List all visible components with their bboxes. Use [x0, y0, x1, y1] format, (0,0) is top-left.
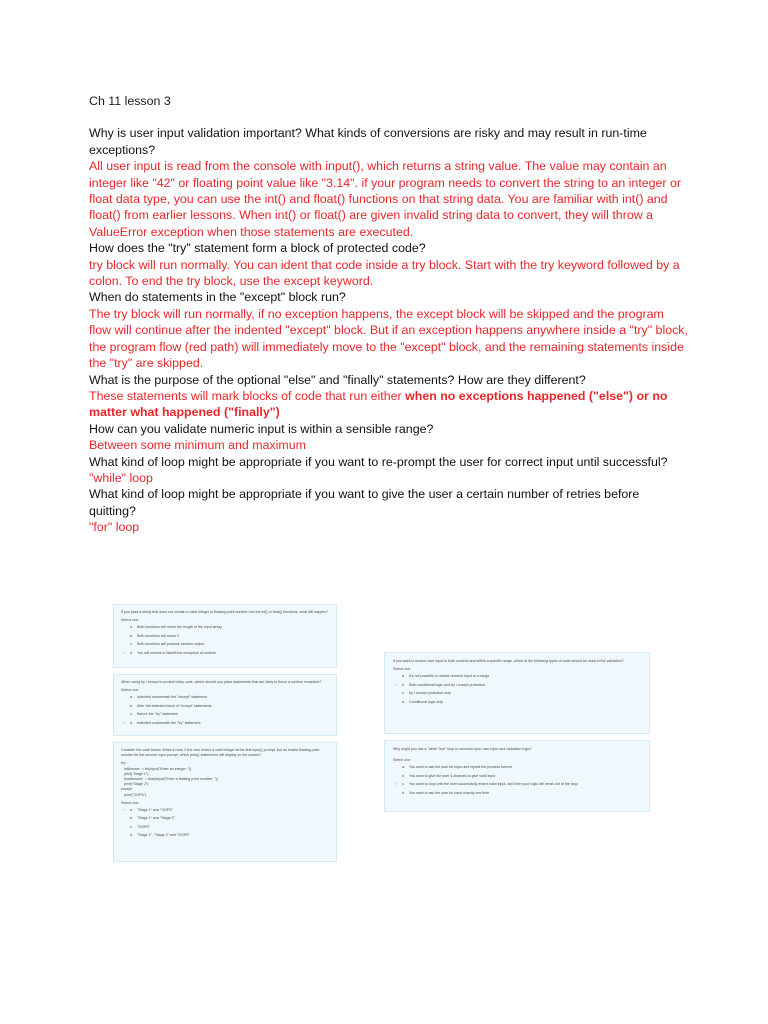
question-3: When do statements in the "except" block run? — [89, 290, 346, 305]
quiz-option[interactable]: a. Indented underneath the "except" statement — [130, 695, 208, 700]
quiz-option[interactable]: c. Before the "try" statement — [130, 712, 178, 717]
answer-5: Between some minimum and maximum — [89, 438, 306, 453]
quiz-option[interactable]: d. "Stage 1", "Stage 2" and "OOPS" — [130, 833, 190, 838]
select-one-label: Select one: — [121, 688, 139, 693]
quiz-option[interactable]: a. It's not possible to restrict numeric input to a range — [402, 674, 490, 679]
quiz-card-3 — [113, 742, 337, 862]
quiz-option[interactable]: c. "OOPS" — [130, 824, 150, 829]
document-title: Ch 11 lesson 3 — [89, 94, 171, 108]
quiz-card-4 — [384, 652, 650, 734]
code-line: print("Stage 2") — [121, 782, 149, 787]
select-one-label: Select one: — [393, 758, 411, 763]
answer-7: "for" loop — [89, 520, 140, 535]
code-line: try: — [121, 761, 126, 766]
quiz-option[interactable]: ✓ a. "Stage 1" and "OOPS" — [123, 808, 173, 813]
quiz-option[interactable]: a. Both functions will return the length of the input string — [130, 625, 222, 630]
code-line: intAnswer = int(input("Enter an integer: ")) — [121, 766, 192, 771]
question-2: How does the "try" statement form a block of protected code? — [89, 241, 426, 256]
code-line: floatAnswer = float(input("Enter a floating point number: ")) — [121, 777, 218, 782]
question-7: What kind of loop might be appropriate if you want to give the user a certain number of retries before quitting? — [89, 487, 640, 518]
quiz-option[interactable]: c. try / except protection only — [402, 691, 451, 696]
checkmark-icon: ✓ — [123, 650, 127, 655]
answer-4-text: These statements will mark blocks of code that run either — [89, 388, 406, 403]
quiz-option[interactable]: ✓ d. You will receive a ValueError exception at runtime — [123, 650, 216, 655]
select-one-label: Select one: — [121, 800, 139, 805]
quiz-option[interactable]: a. You want to ask the user for input and repeat the process forever — [402, 765, 513, 770]
code-line: except: — [121, 787, 133, 792]
quiz-question: Consider the code below. When it runs, if the user enters a valid integer at the first input() prompt, but an invalid floating point number for the second input prompt, which print() statements will display on the screen? — [121, 748, 320, 758]
quiz-card-1 — [113, 604, 337, 668]
quiz-card-2 — [113, 674, 337, 736]
answer-4 — [89, 388, 689, 421]
checkmark-icon: ✓ — [395, 682, 399, 687]
quiz-option[interactable]: b. You want to give the user 3 chances to give valid input — [402, 773, 496, 778]
checkmark-icon: ✓ — [395, 782, 399, 787]
question-4: What is the purpose of the optional "else" and "finally" statements? How are they different? — [89, 372, 586, 387]
quiz-question: If you want to ensure user input is both numeric and within a specific range, which of the following types of code should be used in the validation? — [393, 659, 624, 663]
checkmark-icon: ✓ — [123, 808, 127, 813]
answer-2: try block will run normally. You can ident that code inside a try block. Start with the try keyword followed by a colon. To end the try block, use the except keyword. — [89, 257, 680, 289]
quiz-option[interactable]: d. Conditional logic only — [402, 699, 443, 704]
quiz-option[interactable]: ✓ b. Both conditional logic and try / except protection — [395, 682, 486, 687]
quiz-card-5 — [384, 740, 650, 812]
answer-1: All user input is read from the console with input(), which returns a string value. The value may contain an integer like "42" or floating point value like "3.14". if your program needs to convert the string to an integer or float data type, you can use the int() and float() functions on that string data. You are familiar with int() and float() from earlier lessons. When int() or float() are given invalid string data to convert, they will throw a ValueError exception when those statements are executed. — [89, 159, 682, 239]
quiz-option[interactable]: b. "Stage 1" and "Stage 2" — [130, 816, 175, 821]
quiz-question: Why might you use a "while True" loop to surround your user input and validation logic? — [393, 747, 532, 751]
code-line: print("Stage 1") — [121, 771, 149, 776]
quiz-question: If you pass a string that does not contain a valid integer or floating point number into the int() or float() functions, what will happen? — [121, 610, 328, 614]
select-one-label: Select one: — [121, 618, 139, 623]
answer-6: "while" loop — [89, 470, 153, 485]
quiz-option[interactable]: d. You want to ask the user for input exactly one time — [402, 790, 490, 795]
quiz-option[interactable]: ✓ c. You want to loop until the user successfully enters valid input, and then your logic will break out of the loop — [395, 782, 578, 787]
quiz-question: When using try / except to protect tricky code, where should you place statements that are likely to throw a runtime exception? — [121, 680, 322, 684]
document-body — [89, 93, 689, 536]
question-1: Why is user input validation important? What kinds of conversions are risky and may result in run-time exceptions? — [89, 126, 647, 157]
select-one-label: Select one: — [393, 667, 411, 672]
quiz-option[interactable]: c. Both functions will produce random output — [130, 642, 204, 647]
quiz-option[interactable]: b. Both functions will return 0 — [130, 633, 180, 638]
answer-3: The try block will run normally, if no exception happens, the except block will be skipped and the program flow will continue after the indented "except" block. But if an exception happens anywhere inside a "try" block, the program flow (red path) will immediately move to the "except" block, and the remaining statements inside the "try" are skipped. — [89, 306, 688, 371]
quiz-option[interactable]: ✓ d. Indented underneath the "try" statement — [123, 720, 201, 725]
answer-4-bold: when no exceptions happened ("else") or no matter what happened ("finally") — [89, 388, 668, 420]
question-6: What kind of loop might be appropriate if you want to re-prompt the user for correct input until successful? — [89, 454, 668, 469]
quiz-option[interactable]: b. After the indented block of "except" statements — [130, 703, 212, 708]
question-5: How can you validate numeric input is within a sensible range? — [89, 421, 434, 436]
code-line: print("OOPS") — [121, 792, 147, 797]
checkmark-icon: ✓ — [123, 720, 127, 725]
